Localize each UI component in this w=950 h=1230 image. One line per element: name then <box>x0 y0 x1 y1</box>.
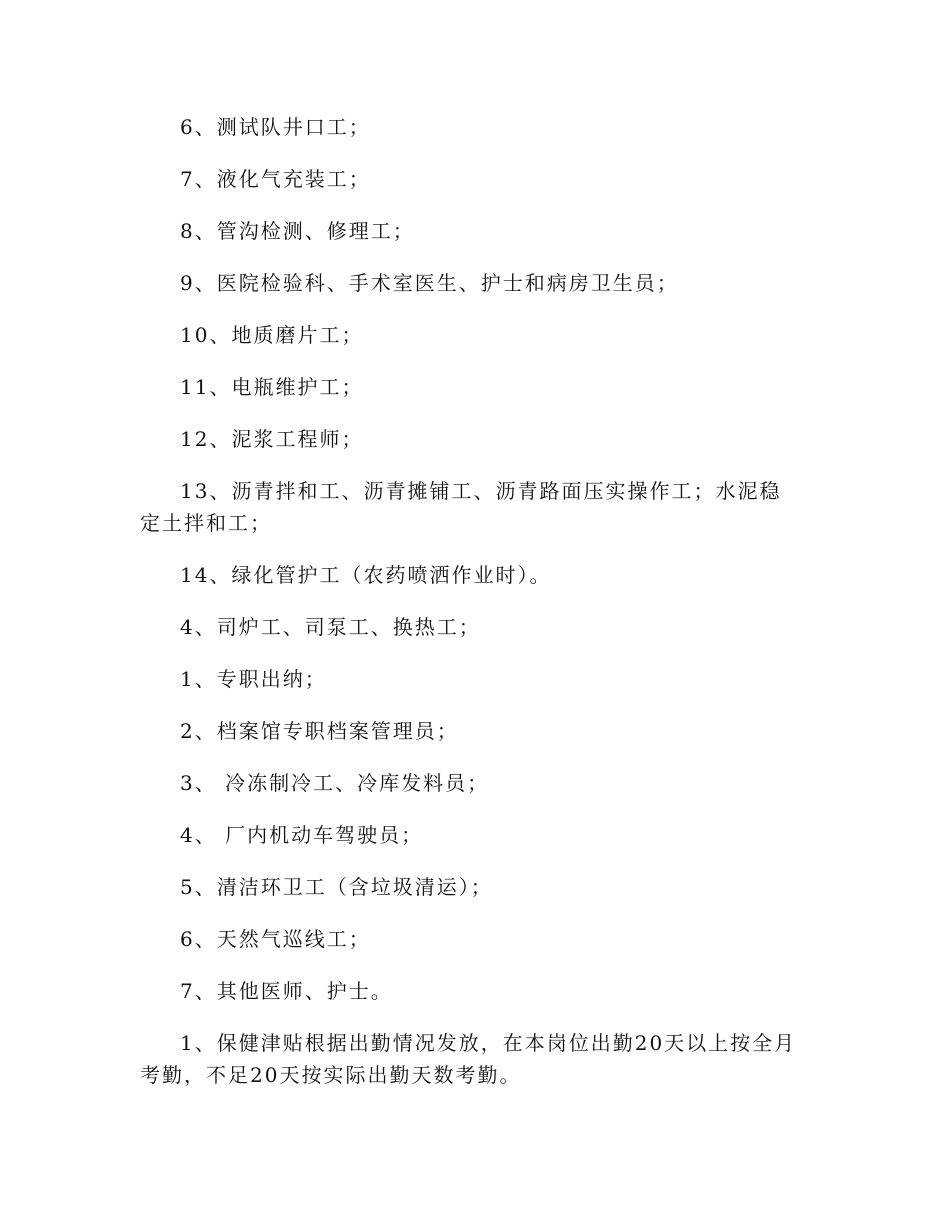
paragraph: 13、沥青拌和工、沥青摊铺工、沥青路面压实操作工；水泥稳定土拌和工； <box>140 479 782 535</box>
paragraph: 9、医院检验科、手术室医生、护士和病房卫生员； <box>180 271 679 295</box>
paragraph: 1、专职出纳； <box>180 667 327 691</box>
paragraph: 5、清洁环卫工（含垃圾清运）； <box>180 875 493 899</box>
paragraph: 14、绿化管护工（农药喷洒作业时）。 <box>180 563 552 587</box>
paragraph: 4、 厂内机动车驾驶员； <box>180 823 424 847</box>
paragraph: 10、地质磨片工； <box>180 323 364 347</box>
paragraph: 6、测试队井口工； <box>180 115 371 139</box>
paragraph: 3、 冷冻制冷工、冷库发料员； <box>180 771 490 795</box>
paragraph: 7、其他医师、护士。 <box>180 979 393 1003</box>
paragraph: 8、管沟检测、修理工； <box>180 219 415 243</box>
paragraph: 11、电瓶维护工； <box>180 375 364 399</box>
paragraph: 1、保健津贴根据出勤情况发放，在本岗位出勤20天以上按全月考勤，不足20天按实际出勤天数考勤。 <box>140 1031 797 1087</box>
paragraph: 7、液化气充装工； <box>180 167 371 191</box>
paragraph: 4、司炉工、司泵工、换热工； <box>180 615 481 639</box>
paragraph: 12、泥浆工程师； <box>180 427 364 451</box>
paragraph: 2、档案馆专职档案管理员； <box>180 719 459 743</box>
paragraph: 6、天然气巡线工； <box>180 927 371 951</box>
document-body <box>140 111 800 1111</box>
